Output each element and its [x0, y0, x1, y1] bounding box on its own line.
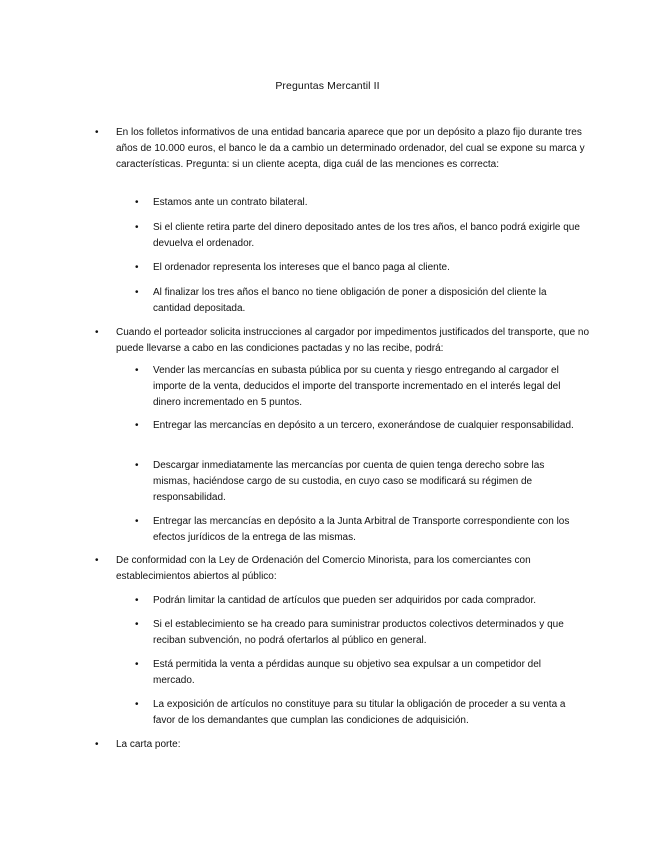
option-text: Está permitida la venta a pérdidas aunque su objetivo sea expulsar a un competidor del mercado. — [153, 659, 542, 686]
option-text: Vender las mercancías en subasta pública por su cuenta y riesgo entregando al cargador el importe de la venta, deducidos el importe del transporte incrementado en el interés legal del dinero incrementado en 5 puntos. — [153, 365, 561, 408]
option-2a — [135, 363, 582, 411]
question-1 — [95, 125, 595, 173]
option-text: Al finalizar los tres años el banco no tiene obligación de poner a disposición del cliente la cantidad depositada. — [153, 287, 547, 314]
option-text: Descargar inmediatamente las mercancías por cuenta de quien tenga derecho sobre las mismas, haciéndose cargo de su custodia, en cuyo caso se modificará su régimen de responsabilidad. — [153, 460, 545, 503]
question-text: La carta porte: — [116, 739, 181, 750]
bullet-icon: • — [135, 197, 139, 208]
bullet-icon: • — [135, 659, 139, 670]
option-3d — [135, 697, 582, 729]
question-2 — [95, 325, 595, 357]
option-text: El ordenador representa los intereses que el banco paga al cliente. — [153, 262, 450, 273]
option-1c — [135, 260, 582, 276]
option-text: Entregar las mercancías en depósito a un tercero, exonerándose de cualquier responsabilidad. — [153, 420, 574, 431]
bullet-icon: • — [135, 699, 139, 710]
bullet-icon: • — [135, 420, 139, 431]
option-text: Si el cliente retira parte del dinero depositado antes de los tres años, el banco podrá exigirle que devuelva el ordenador. — [153, 222, 580, 249]
option-1b — [135, 220, 582, 252]
bullet-icon: • — [95, 739, 99, 750]
bullet-icon: • — [135, 460, 139, 471]
option-3c — [135, 657, 582, 689]
question-text: De conformidad con la Ley de Ordenación del Comercio Minorista, para los comerciantes con establecimientos abiertos al público: — [116, 555, 531, 582]
bullet-icon: • — [135, 262, 139, 273]
option-text: La exposición de artículos no constituye para su titular la obligación de proceder a su venta a favor de los demandantes que cumplan las condiciones de adquisición. — [153, 699, 566, 726]
option-1a — [135, 195, 582, 211]
option-text: Estamos ante un contrato bilateral. — [153, 197, 308, 208]
option-2c — [135, 458, 582, 506]
question-3 — [95, 553, 595, 585]
question-text: En los folletos informativos de una entidad bancaria aparece que por un depósito a plazo fijo durante tres años de 10.000 euros, el banco le da a cambio un determinado ordenador, del cual se expone su marca y características. Pregunta: si un cliente acepta, diga cuál de las menciones es correcta: — [116, 127, 585, 170]
bullet-icon: • — [135, 365, 139, 376]
question-text: Cuando el porteador solicita instrucciones al cargador por impedimentos justificados del transporte, que no puede llevarse a cabo en las condiciones pactadas y no las recibe, podrá: — [116, 327, 590, 354]
option-text: Si el establecimiento se ha creado para suministrar productos colectivos determinados y que reciban subvención, no podrá ofertarlos al público en general. — [153, 619, 564, 646]
option-text: Podrán limitar la cantidad de artículos que pueden ser adquiridos por cada comprador. — [153, 595, 537, 606]
bullet-icon: • — [135, 595, 139, 606]
document-title: Preguntas Mercantil II — [275, 80, 380, 92]
option-2d — [135, 514, 582, 546]
option-3b — [135, 617, 582, 649]
bullet-icon: • — [135, 516, 139, 527]
bullet-icon: • — [135, 222, 139, 233]
question-4 — [95, 737, 595, 753]
bullet-icon: • — [95, 327, 99, 338]
option-3a — [135, 593, 582, 609]
bullet-icon: • — [95, 555, 99, 566]
option-1d — [135, 285, 582, 317]
bullet-icon: • — [135, 287, 139, 298]
bullet-icon: • — [95, 127, 99, 138]
option-text: Entregar las mercancías en depósito a la Junta Arbitral de Transporte correspondiente con los efectos jurídicos de la entrega de las mismas. — [153, 516, 570, 543]
bullet-icon: • — [135, 619, 139, 630]
option-2b — [135, 418, 582, 434]
